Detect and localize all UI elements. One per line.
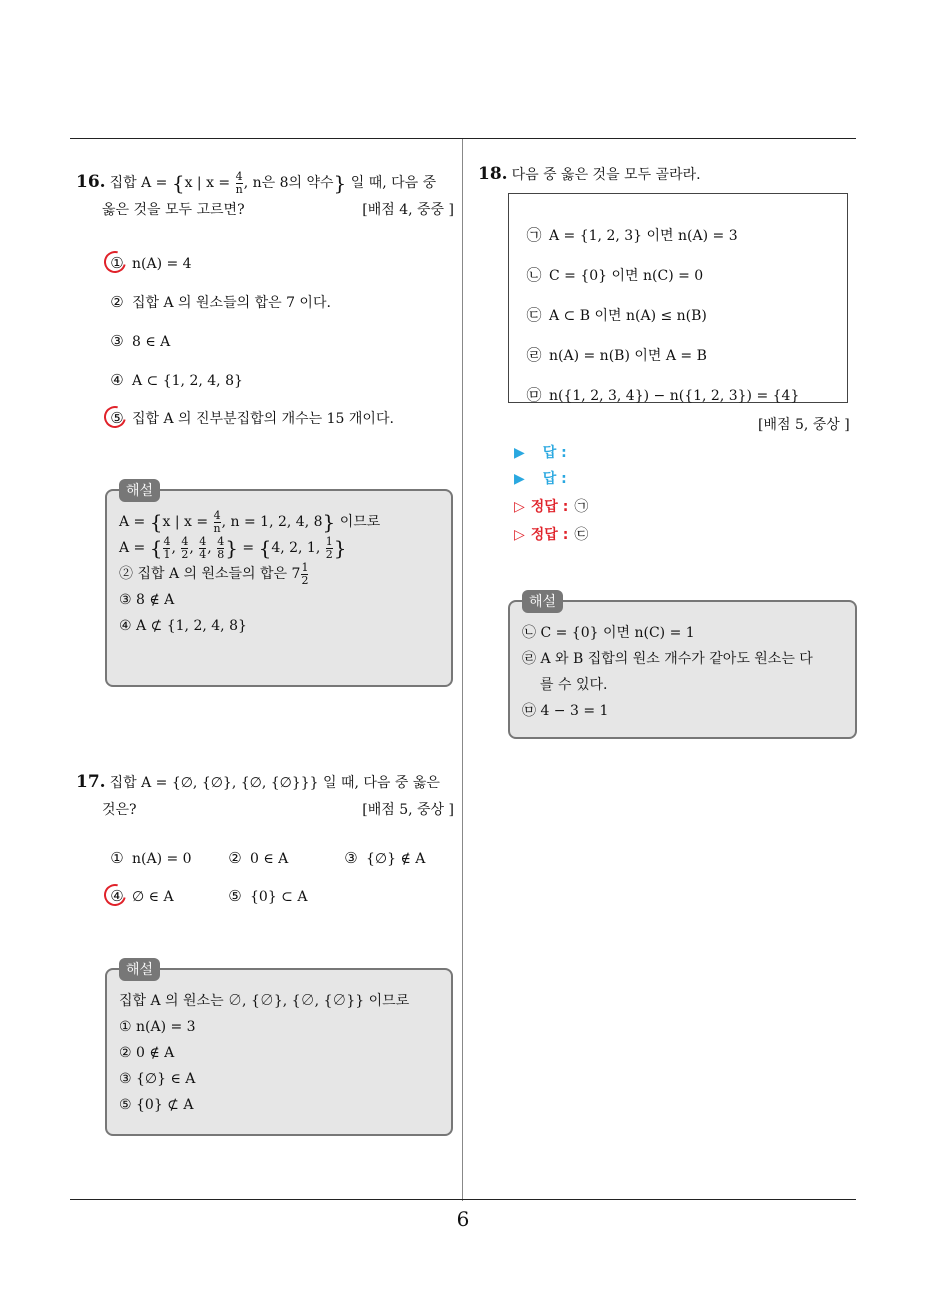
question-17 <box>76 768 454 823</box>
explanation-line: ㉤ 4 − 3 = 1 <box>522 703 609 719</box>
top-rule <box>70 138 856 139</box>
explanation-line: 집합 A 의 원소는 ∅, {∅}, {∅, {∅}} 이므로 <box>119 993 410 1009</box>
explanation-line: A = { $\frac{4}{1}$ , $\frac{4}{2}$ , $\frac{4}{4}$ , $\frac{4}{8}$ } = {4, 2, 1, $\frac{1}{2}$ } <box>119 534 347 561</box>
statement-item: ㉠ A = {1, 2, 3} 이면 n(A) = 3 <box>526 226 738 244</box>
q16-option-1[interactable]: ① n(A) = 4 <box>108 251 192 276</box>
q18-explanation-box <box>508 594 857 739</box>
q16-option-2[interactable]: ② 집합 A 의 원소들의 합은 7 이다. <box>110 293 331 311</box>
explanation-line: ② 집합 A 의 원소들의 합은 7 $\frac{1}{2}$ <box>119 560 309 587</box>
q16-option-4[interactable]: ④ A ⊂ {1, 2, 4, 8} <box>110 371 243 389</box>
explanation-line: ⑤ {0} ⊄ A <box>119 1097 194 1113</box>
score-label: [배점 5, 중상 ] <box>758 417 850 433</box>
statement-item: ㉤ n({1, 2, 3, 4}) − n({1, 2, 3}) = {4} <box>526 386 800 404</box>
explanation-line: ㉡ C = {0} 이면 n(C) = 1 <box>522 625 695 641</box>
q17-option-3[interactable]: ③ {∅} ∉ A <box>344 849 426 867</box>
q17-explanation-box <box>105 962 453 1136</box>
question-16-stem-line2: 옳은 것을 모두 고르면? <box>102 202 245 218</box>
question-18-stem: 18. 다음 중 옳은 것을 모두 골라라. <box>478 164 701 184</box>
explanation-line: ㉣ A 와 B 집합의 원소 개수가 같아도 원소는 다 <box>522 651 813 667</box>
explanation-tag: 해설 <box>119 958 160 981</box>
question-number: 16. <box>76 172 106 192</box>
statement-item: ㉡ C = {0} 이면 n(C) = 0 <box>526 266 704 284</box>
bottom-rule <box>70 1199 856 1200</box>
question-16 <box>76 168 454 223</box>
score-label: [배점 4, 중중 ] <box>362 202 454 218</box>
question-number: 17. <box>76 772 106 792</box>
explanation-tag: 해설 <box>522 590 563 613</box>
play-arrow-icon: ▶ <box>514 471 525 487</box>
outline-arrow-icon: ▷ <box>514 499 525 515</box>
column-divider <box>462 139 463 1201</box>
statement-item: ㉢ A ⊂ B 이면 n(A) ≤ n(B) <box>526 306 707 324</box>
question-18 <box>478 160 856 189</box>
q18-statement-box <box>508 193 848 403</box>
explanation-line: 를 수 있다. <box>540 677 608 693</box>
explanation-tag: 해설 <box>119 479 160 502</box>
q16-option-3[interactable]: ③ 8 ∈ A <box>110 332 171 350</box>
statement-item: ㉣ n(A) = n(B) 이면 A = B <box>526 346 707 364</box>
answer-row-1[interactable]: ▶ 답 : <box>514 445 567 461</box>
question-17-stem: 17. 집합 A = {∅, {∅}, {∅, {∅}}} 일 때, 다음 중 옳은 <box>76 772 440 792</box>
correct-answer-row-2: ▷ 정답 : ㉢ <box>514 527 589 543</box>
q16-option-5[interactable]: ⑤ 집합 A 의 진부분집합의 개수는 15 개이다. <box>108 406 394 431</box>
q16-explanation-box <box>105 483 453 687</box>
page-number: 6 <box>456 1207 470 1231</box>
explanation-line: ③ 8 ∉ A <box>119 592 175 608</box>
outline-arrow-icon: ▷ <box>514 527 525 543</box>
explanation-line: ③ {∅} ∈ A <box>119 1071 196 1087</box>
question-17-stem-line2: 것은? <box>102 802 137 818</box>
score-label: [배점 5, 중상 ] <box>362 802 454 818</box>
play-arrow-icon: ▶ <box>514 445 525 461</box>
explanation-line: ① n(A) = 3 <box>119 1019 196 1035</box>
q17-option-5[interactable]: ⑤ {0} ⊂ A <box>228 887 308 905</box>
explanation-line: ② 0 ∉ A <box>119 1045 175 1061</box>
explanation-line: ④ A ⊄ {1, 2, 4, 8} <box>119 618 247 634</box>
q17-option-2[interactable]: ② 0 ∈ A <box>228 849 289 867</box>
q17-option-1[interactable]: ① n(A) = 0 <box>110 849 192 867</box>
question-16-stem: 16. 집합 A = {x | x = $\frac{4}{n}$ , n은 8의 약수} 일 때, 다음 중 <box>76 169 437 196</box>
correct-answer-row-1: ▷ 정답 : ㉠ <box>514 499 589 515</box>
q17-option-4[interactable]: ④ ∅ ∈ A <box>108 884 174 909</box>
question-number: 18. <box>478 164 508 184</box>
explanation-line: A = {x | x = $\frac{4}{n}$ , n = 1, 2, 4, 8} 이므로 <box>119 508 381 535</box>
answer-row-2[interactable]: ▶ 답 : <box>514 471 567 487</box>
fraction: $\frac{4}{n}$ <box>235 169 243 196</box>
